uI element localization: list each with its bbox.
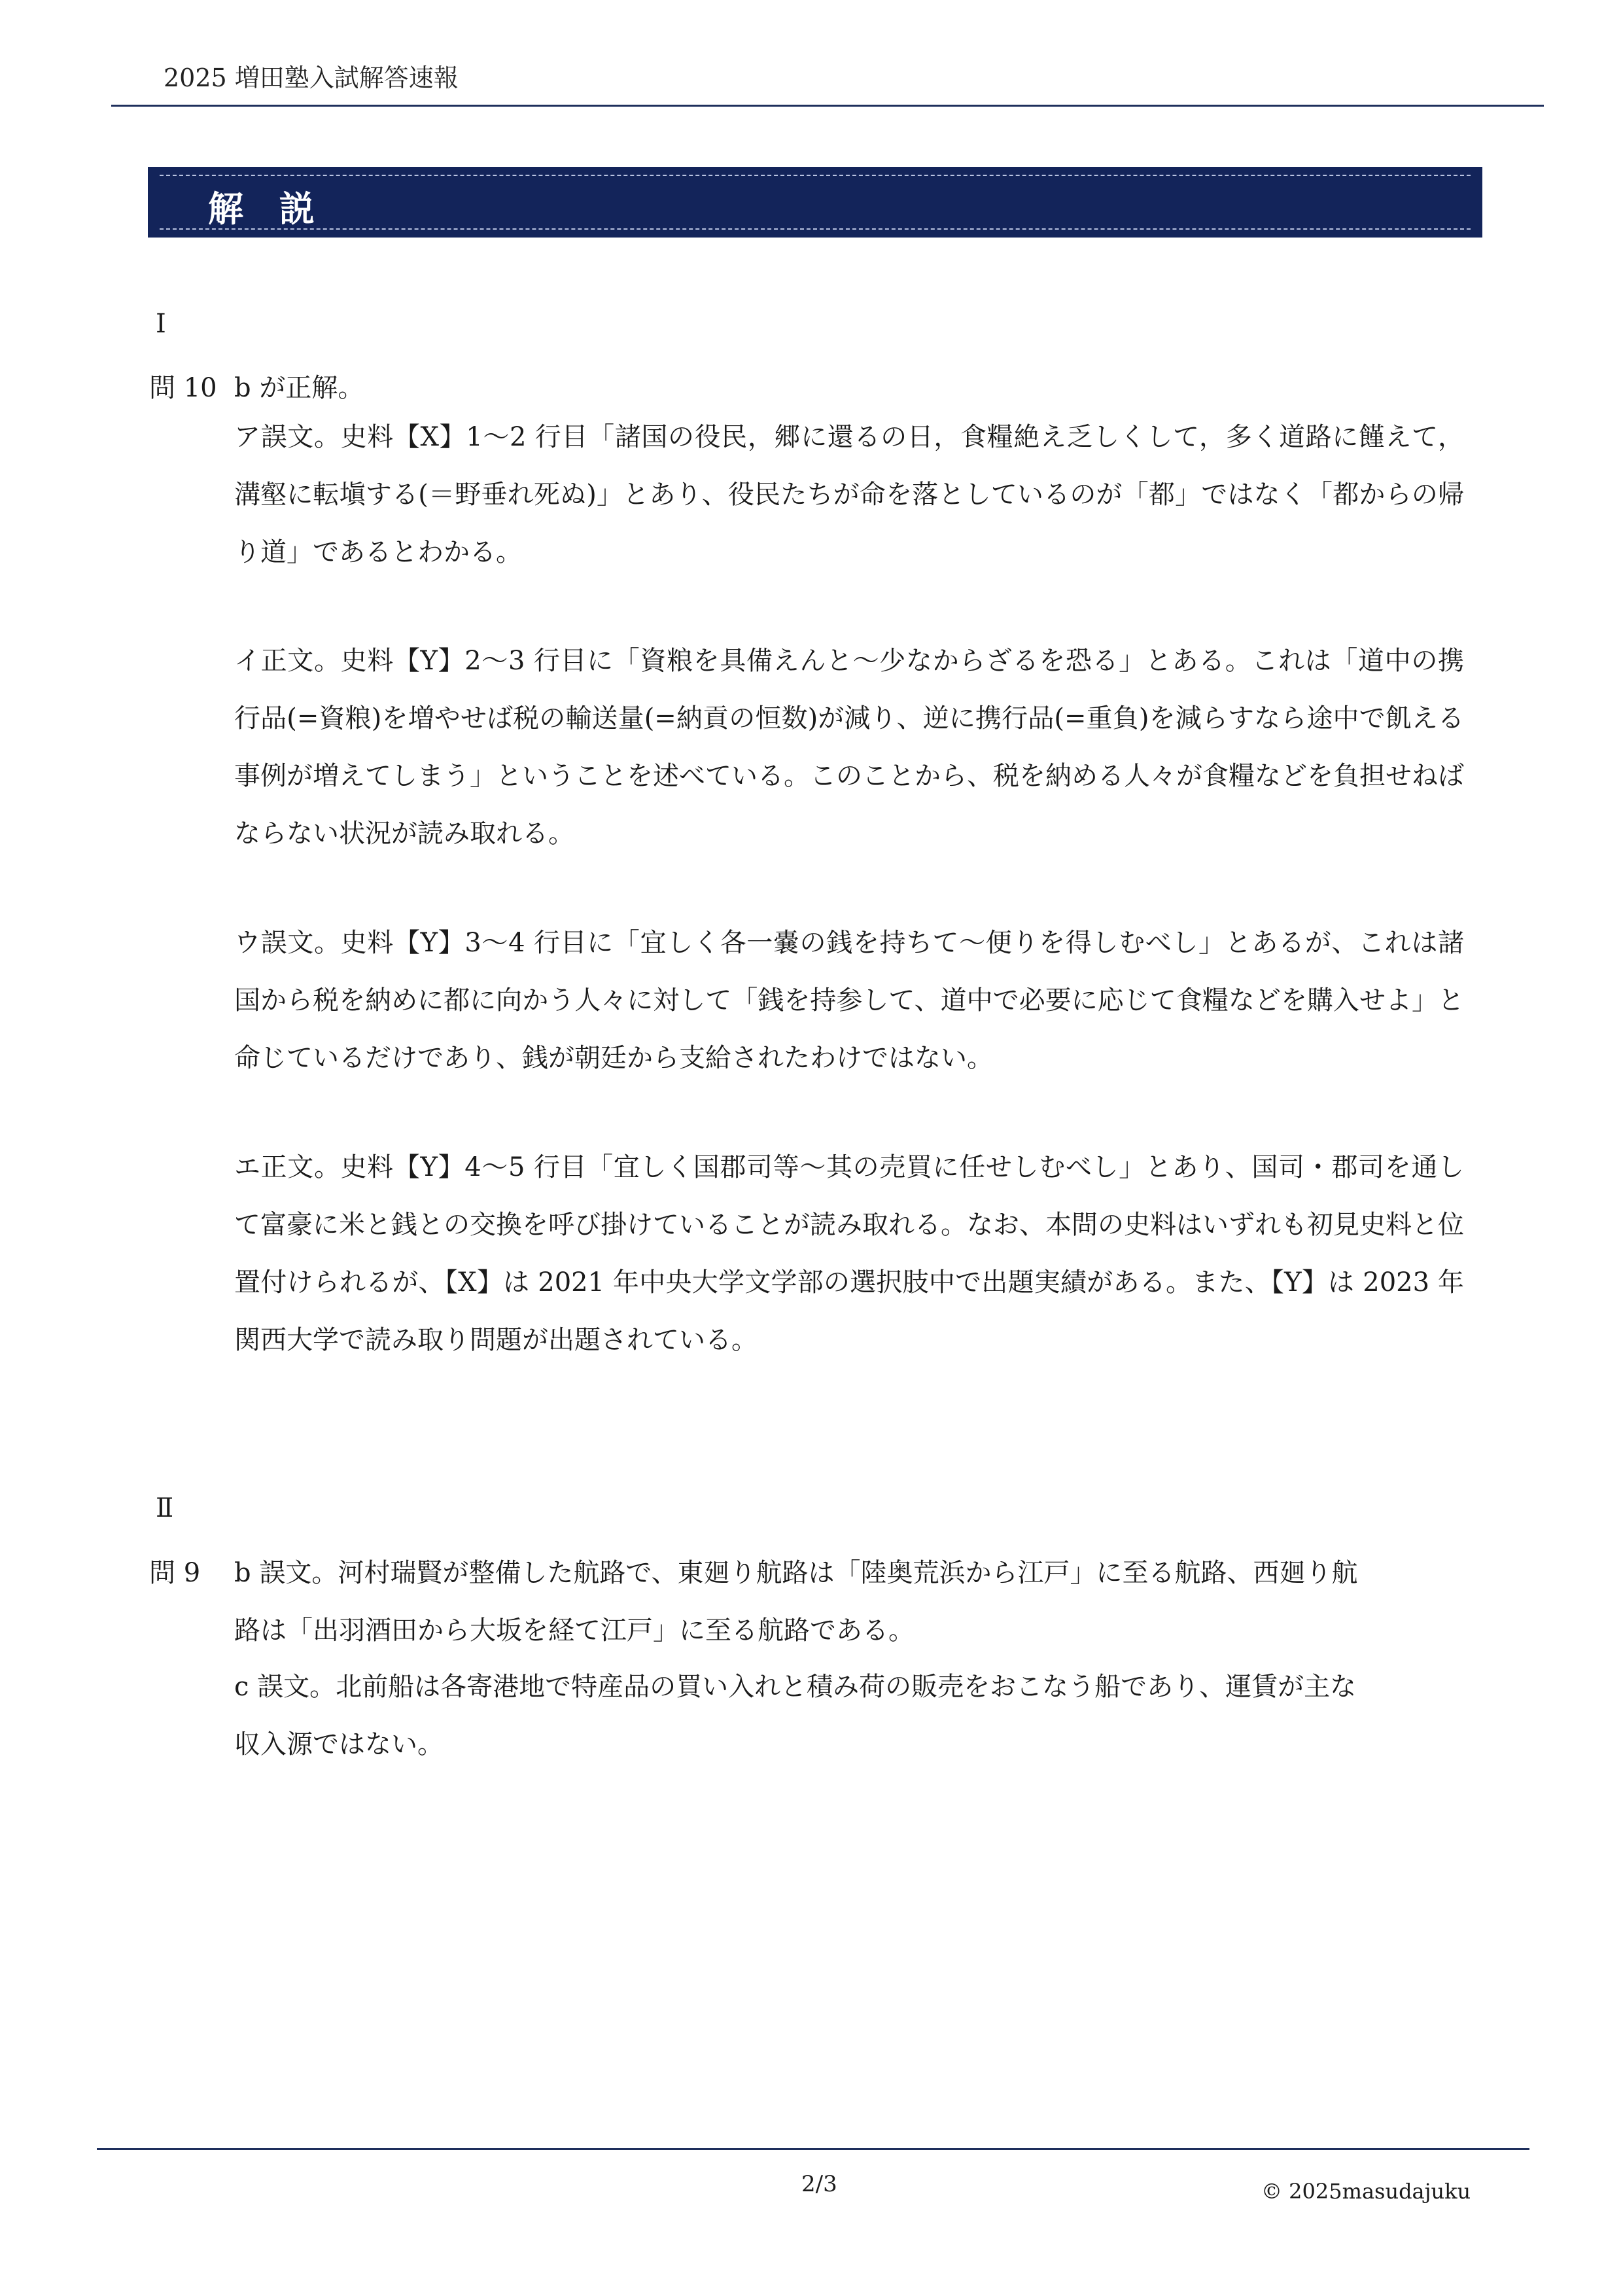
question-answer-1: b が正解。	[234, 373, 364, 403]
section-label-1: Ⅰ	[156, 309, 166, 339]
copyright-notice: © 2025masudajuku	[1261, 2179, 1471, 2204]
explanation-line: 路は「出羽酒田から大坂を経て江戸」に至る航路である。	[234, 1616, 915, 1646]
explanation-a: ア誤文。史料【X】1～2 行目「諸国の役民，郷に還るの日，食糧絶え乏しくして，多く道路に饉えて，溝壑に転塡する(＝野垂れ死ぬ)」とあり、役民たちが命を落としているのが「都」ではなく「都からの帰り道」であるとわかる。	[234, 422, 1464, 567]
section-banner	[148, 167, 1482, 238]
question-label-1: 問 10	[149, 373, 217, 403]
footer-divider	[97, 2148, 1529, 2150]
header-title: 2025 増田塾入試解答速報	[164, 63, 459, 92]
banner-dashed-line-top	[160, 175, 1471, 176]
explanation-line: c 誤文。北前船は各寄港地で特産品の買い入れと積み荷の販売をおこなう船であり、運賃が主な	[234, 1672, 1357, 1702]
explanation-e: エ正文。史料【Y】4～5 行目「宜しく国郡司等～其の売買に任せしむべし」とあり、国司・郡司を通して富豪に米と銭との交換を呼び掛けていることが読み取れる。なお、本問の史料はいずれも初見史料と位置付けられるが、【X】は 2021 年中央大学文学部の選択肢中で出題実績がある。また、【Y】は 2023 年関西大学で読み取り問題が出題されている。	[234, 1152, 1464, 1355]
explanation-line: 収入源ではない。	[234, 1729, 444, 1759]
explanation-u: ウ誤文。史料【Y】3～4 行目に「宜しく各一嚢の銭を持ちて～便りを得しむべし」とあるが、これは諸国から税を納めに都に向かう人々に対して「銭を持参して、道中で必要に応じて食糧などを購入せよ」と命じているだけであり、銭が朝廷から支給されたわけではない。	[234, 928, 1464, 1073]
explanation-line: b 誤文。河村瑞賢が整備した航路で、東廻り航路は「陸奥荒浜から江戸」に至る航路、西廻り航	[234, 1558, 1358, 1588]
banner-dashed-line-bottom	[160, 228, 1471, 230]
question-label-2: 問 9	[149, 1558, 201, 1588]
section-label-2: Ⅱ	[156, 1493, 174, 1523]
explanation-i: イ正文。史料【Y】2～3 行目に「資粮を具備えんと～少なからざるを恐る」とある。これは「道中の携行品(=資粮)を増やせば税の輸送量(=納貢の恒数)が減り、逆に携行品(=重負)を減らすなら途中で飢える事例が増えてしまう」ということを述べている。このことから、税を納める人々が食糧などを負担せねばならない状況が読み取れる。	[234, 646, 1464, 849]
header-divider	[111, 105, 1544, 107]
page-number: 2/3	[801, 2171, 837, 2197]
banner-title: 解 説	[208, 188, 326, 230]
